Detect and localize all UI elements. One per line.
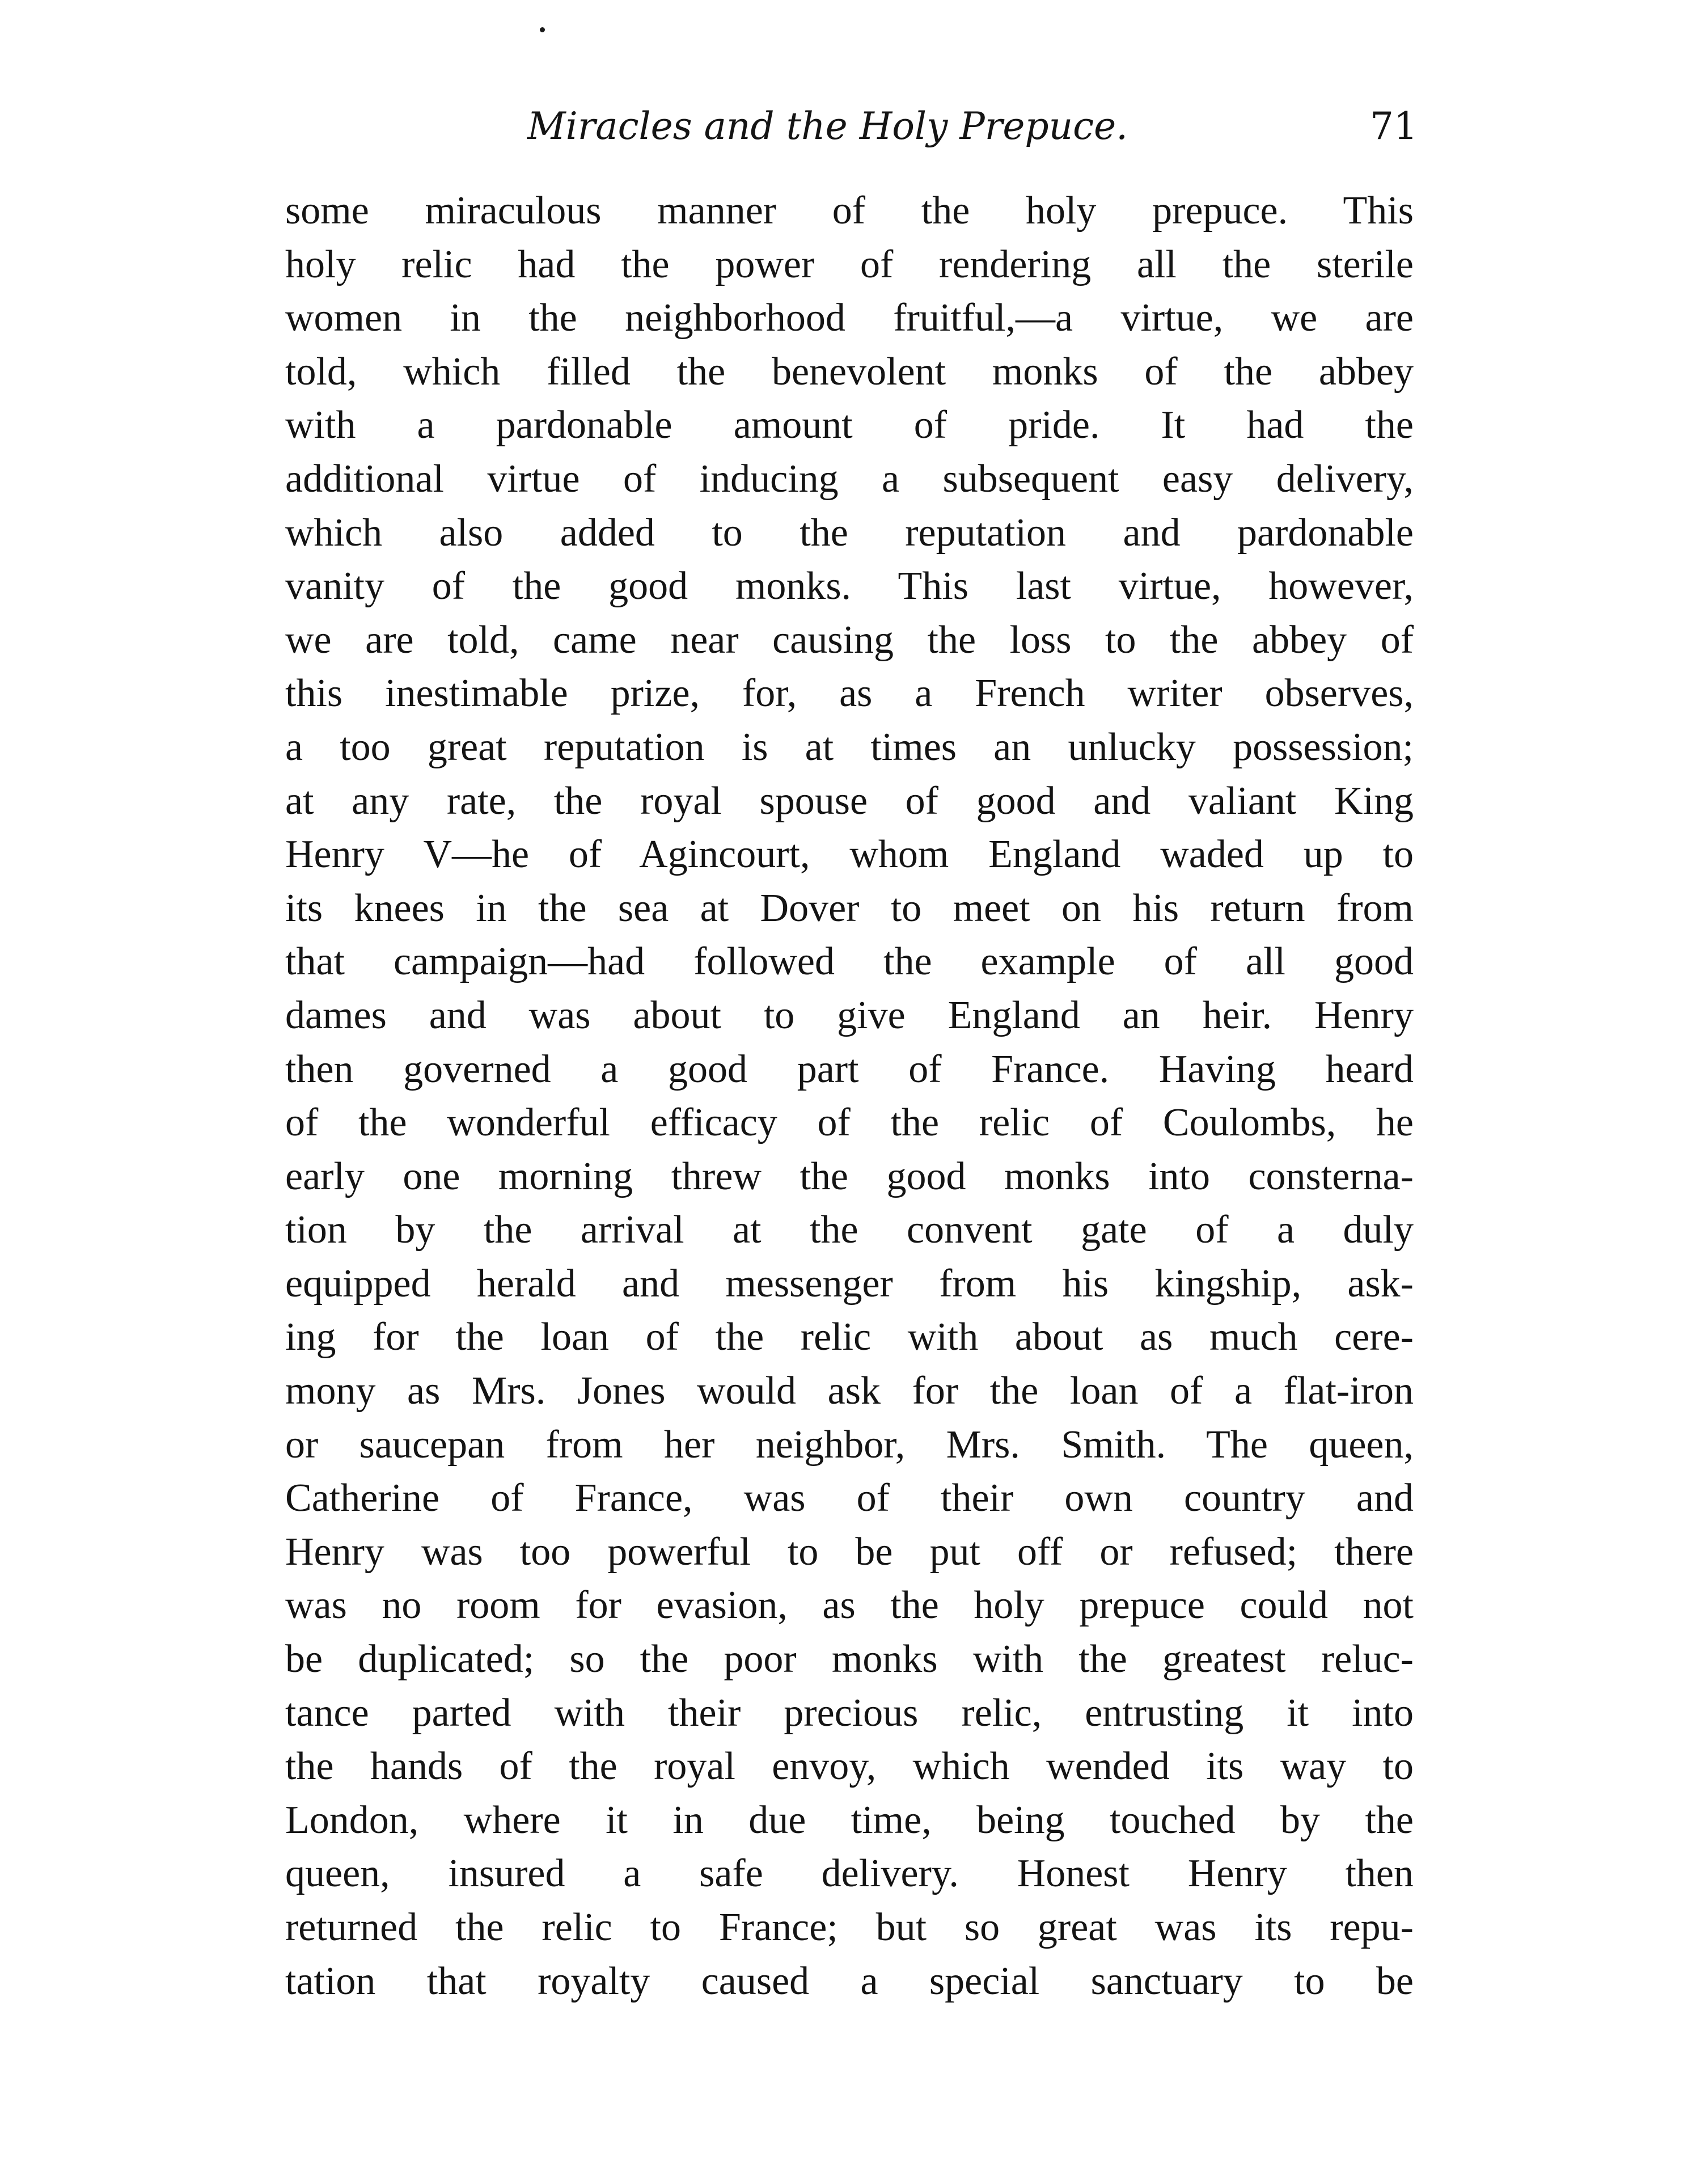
- text-line: a too great reputation is at times an unlucky possession;: [285, 725, 1414, 769]
- text-line: was no room for evasion, as the holy prepuce could not: [285, 1583, 1414, 1628]
- text-line: told, which filled the benevolent monks of the abbey: [285, 349, 1414, 394]
- text-line: vanity of the good monks. This last virtue, however,: [285, 564, 1414, 609]
- text-line: Henry was too powerful to be put off or refused; there: [285, 1530, 1414, 1574]
- text-line: additional virtue of inducing a subsequent easy delivery,: [285, 457, 1414, 501]
- text-line: London, where it in due time, being touched by the: [285, 1798, 1414, 1842]
- ink-speck: [540, 27, 545, 32]
- text-line: tation that royalty caused a special sanctuary to be: [285, 1959, 1414, 2003]
- page-header: [284, 95, 1418, 158]
- text-line: that campaign—had followed the example of all good: [285, 940, 1414, 984]
- text-line: tance parted with their precious relic, entrusting it into: [285, 1691, 1414, 1735]
- text-line: be duplicated; so the poor monks with the greatest reluc-: [285, 1637, 1414, 1682]
- text-line: its knees in the sea at Dover to meet on his return from: [285, 886, 1414, 930]
- text-line: the hands of the royal envoy, which wended its way to: [285, 1744, 1414, 1789]
- text-line: women in the neighborhood fruitful,—a virtue, we are: [285, 296, 1414, 340]
- text-line: holy relic had the power of rendering all the sterile: [285, 242, 1414, 286]
- text-line: this inestimable prize, for, as a French writer observes,: [285, 671, 1414, 716]
- text-line: dames and was about to give England an heir. Henry: [285, 993, 1414, 1037]
- text-line: at any rate, the royal spouse of good and valiant King: [285, 779, 1414, 823]
- text-line: some miraculous manner of the holy prepuce. This: [285, 189, 1414, 233]
- body-text: [285, 184, 1414, 2008]
- running-title: Miracles and the Holy Prepuce.: [527, 104, 1128, 148]
- text-line: equipped herald and messenger from his kingship, ask-: [285, 1261, 1414, 1306]
- text-line: then governed a good part of France. Having heard: [285, 1047, 1414, 1091]
- text-line: with a pardonable amount of pride. It had the: [285, 403, 1414, 447]
- text-line: ing for the loan of the relic with about as much cere-: [285, 1315, 1414, 1359]
- text-line: queen, insured a safe delivery. Honest Henry then: [285, 1852, 1414, 1896]
- text-line: we are told, came near causing the loss to the abbey of: [285, 618, 1414, 662]
- text-line: Henry V—he of Agincourt, whom England waded up to: [285, 833, 1414, 877]
- text-line: Catherine of France, was of their own country and: [285, 1476, 1414, 1520]
- text-line: of the wonderful efficacy of the relic of Coulombs, he: [285, 1101, 1414, 1145]
- text-line: tion by the arrival at the convent gate of a duly: [285, 1208, 1414, 1252]
- text-line: mony as Mrs. Jones would ask for the loan of a flat-iron: [285, 1369, 1414, 1413]
- page-number: 71: [1370, 104, 1418, 148]
- text-line: early one morning threw the good monks into consterna-: [285, 1154, 1414, 1198]
- text-line: or saucepan from her neighbor, Mrs. Smith. The queen,: [285, 1422, 1414, 1467]
- text-line: returned the relic to France; but so great was its repu-: [285, 1906, 1414, 1949]
- text-line: which also added to the reputation and pardonable: [285, 510, 1414, 555]
